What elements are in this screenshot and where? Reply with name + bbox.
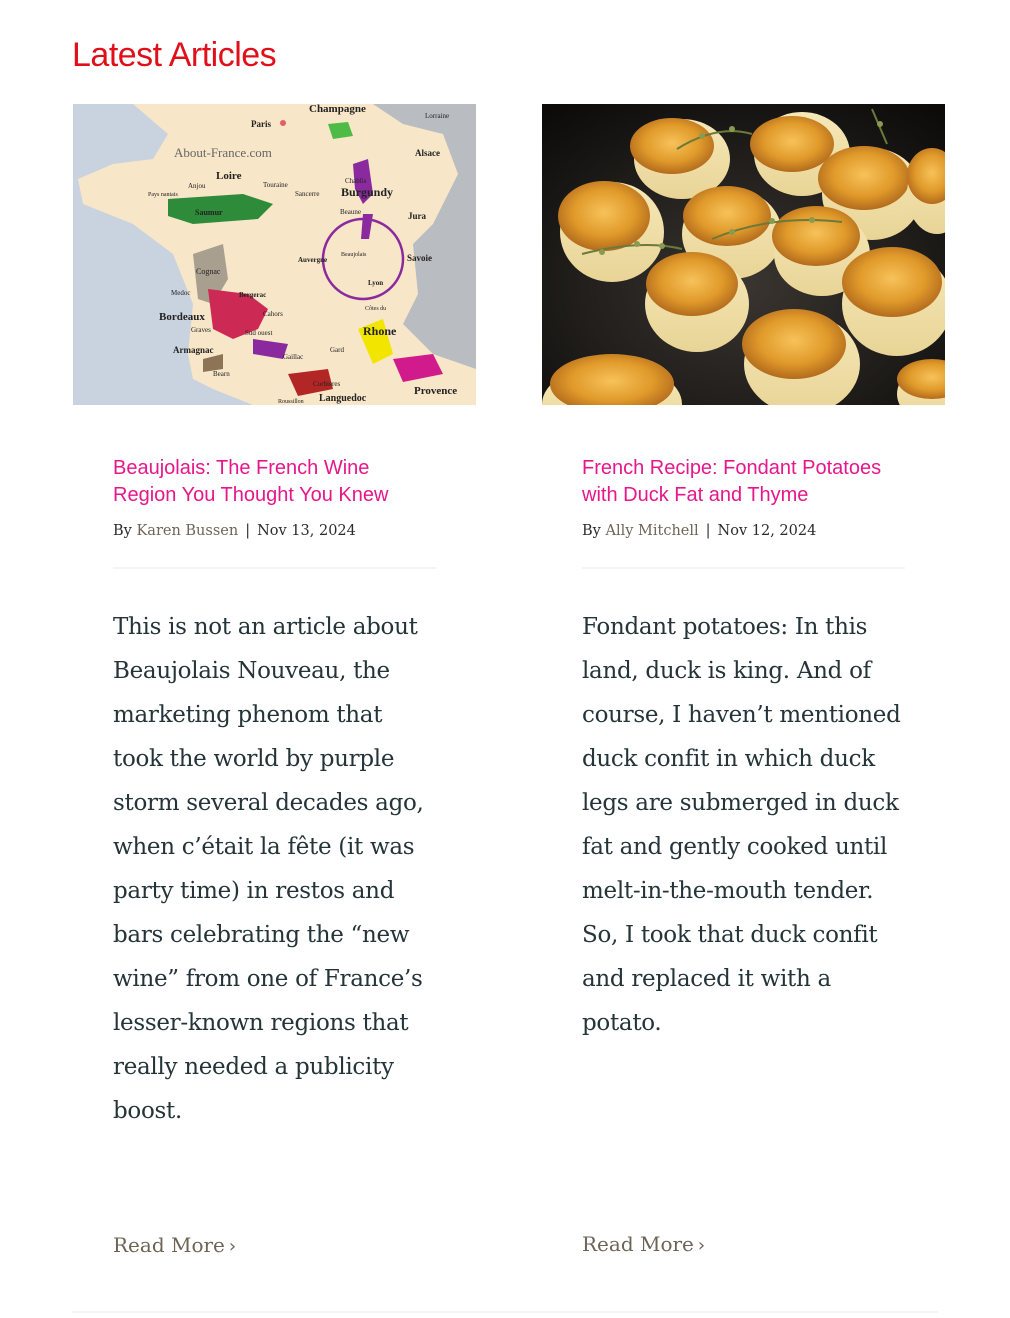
map-label-medoc: Medoc [171, 289, 191, 297]
map-label-gaillac: Gaillac [283, 353, 304, 361]
france-wine-map-image [73, 104, 476, 405]
map-label-site: About-France.com [174, 145, 272, 160]
author-link[interactable]: Karen Bussen [136, 523, 239, 539]
article-card [542, 104, 945, 1045]
map-label-corbieres: Corbieres [313, 380, 341, 388]
byline-prefix: By [113, 523, 132, 539]
map-label-chablis: Chablis [345, 177, 367, 185]
map-label-rhone: Rhone [363, 324, 397, 338]
read-more-link[interactable] [113, 1233, 236, 1257]
map-label-touraine: Touraine [263, 181, 288, 189]
article-meta [113, 523, 436, 539]
map-label-bearn: Bearn [213, 370, 230, 378]
map-label-bordeaux: Bordeaux [159, 311, 205, 323]
map-label-savoie: Savoie [407, 253, 433, 263]
map-label-gard: Gard [330, 346, 344, 354]
map-label-saumur: Saumur [195, 208, 223, 217]
map-label-provence: Provence [414, 385, 458, 397]
map-label-armagnac: Armagnac [173, 345, 214, 355]
map-label-beaune: Beaune [340, 208, 361, 216]
article-excerpt: Fondant potatoes: In this land, duck is king. And of course, I haven’t mentioned duck confit in which duck legs are submerged in duck fat and gently cooked until melt-in-the-mouth tender. So, I took that duck confit and replaced it with a potato. [582, 614, 901, 1036]
meta-separator: | [245, 523, 251, 539]
article-card [73, 104, 476, 1133]
map-label-cognac: Cognac [196, 267, 221, 276]
article-meta [582, 523, 905, 539]
map-label-sancerre: Sancerre [295, 190, 320, 198]
read-more-link[interactable] [582, 1232, 705, 1256]
map-label-languedoc: Languedoc [319, 393, 367, 404]
map-label-jura: Jura [408, 211, 426, 221]
map-label-anjou: Anjou [188, 182, 206, 190]
map-label-loire: Loire [216, 170, 242, 182]
section-title: Latest Articles [72, 36, 277, 74]
divider [113, 567, 436, 569]
publish-date: Nov 13, 2024 [257, 523, 356, 539]
map-label-graves: Graves [191, 326, 211, 334]
article-thumbnail-link[interactable] [542, 104, 945, 405]
map-label-alsace: Alsace [415, 148, 440, 158]
chevron-right-icon: › [228, 1236, 237, 1257]
fondant-potatoes-image [542, 104, 945, 405]
map-label-cotes-du: Côtes du [365, 306, 387, 312]
byline-prefix: By [582, 523, 601, 539]
map-label-lorraine: Lorraine [425, 112, 450, 120]
section-bottom-divider [72, 1311, 938, 1313]
map-label-roussillon: Roussillon [278, 399, 304, 405]
map-label-auvergne: Auvergne [298, 256, 328, 264]
chevron-right-icon: › [697, 1235, 706, 1256]
map-label-bergerac: Bergerac [239, 291, 267, 299]
article-title-link[interactable]: Beaujolais: The French Wine Region You Thought You Knew [113, 457, 389, 506]
map-label-sud-ouest: Sud ouest [245, 329, 273, 337]
map-label-cahors: Cahors [263, 310, 283, 318]
map-label-lyon: Lyon [368, 279, 384, 287]
author-link[interactable]: Ally Mitchell [605, 523, 699, 539]
read-more-label: Read More [113, 1233, 225, 1257]
map-label-beaujolais: Beaujolais [341, 252, 367, 258]
publish-date: Nov 12, 2024 [717, 523, 817, 539]
map-label-pays-nantais: Pays nantais [148, 192, 178, 198]
map-label-burgundy: Burgundy [341, 185, 394, 199]
meta-separator: | [705, 523, 711, 539]
map-label-champagne: Champagne [309, 104, 366, 115]
divider [582, 567, 905, 569]
article-excerpt: This is not an article about Beaujolais Nouveau, the marketing phenom that took the world by purple storm several decades ago, when c’était la fête (it was party time) in restos and bars celebrating the “new wine” from one of France’s lesser-known regions that really needed a publicity boost. [113, 614, 424, 1124]
article-title-link[interactable]: French Recipe: Fondant Potatoes with Duck Fat and Thyme [582, 457, 882, 506]
map-label-paris: Paris [251, 119, 271, 129]
read-more-label: Read More [582, 1232, 694, 1256]
article-thumbnail-link[interactable] [73, 104, 476, 405]
